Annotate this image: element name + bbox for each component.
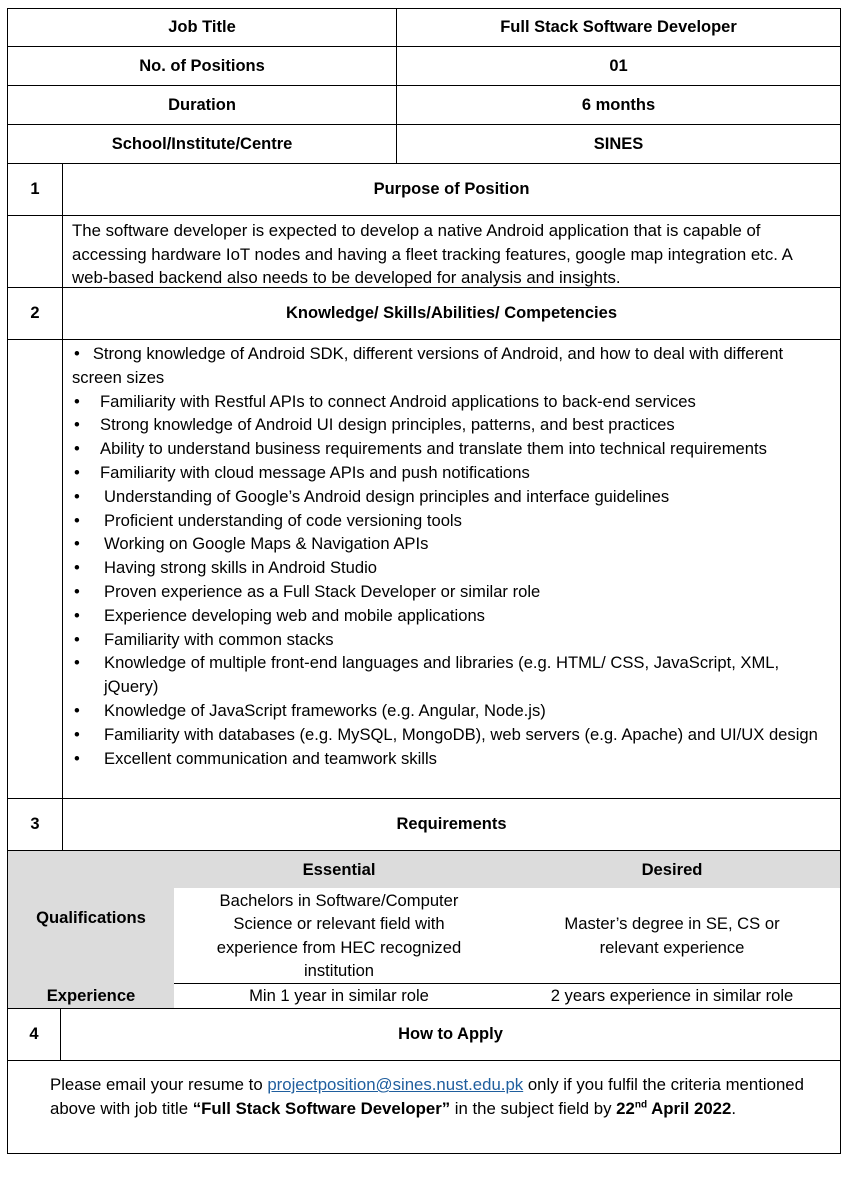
skills-heading-row	[7, 288, 841, 340]
skill-item	[72, 437, 830, 461]
skill-text: Working on Google Maps & Navigation APIs	[104, 534, 429, 554]
bullet-glyph: •	[74, 724, 80, 744]
skills-list	[72, 342, 830, 770]
skill-text: Knowledge of multiple front-end languages and libraries (e.g. HTML/ CSS, JavaScript, XML, jQuery)	[104, 653, 780, 697]
job-title-value: Full Stack Software Developer	[500, 18, 737, 36]
bullet-glyph: •	[74, 415, 80, 435]
bullet-glyph: •	[74, 558, 80, 578]
bullet-glyph: •	[74, 344, 80, 363]
apply-text-2: only if you fulfil the criteria mentioned above with job title	[50, 1075, 804, 1118]
bullet-glyph: •	[74, 391, 80, 411]
job-title-row	[7, 8, 841, 47]
skill-item	[72, 723, 830, 747]
skill-item	[72, 390, 830, 414]
skill-item	[72, 556, 830, 580]
skills-list-cell	[63, 340, 840, 798]
experience-essential: Min 1 year in similar role	[174, 984, 504, 1008]
purpose-body-row	[7, 216, 841, 288]
skill-text: Strong knowledge of Android UI design principles, patterns, and best practices	[100, 415, 675, 435]
skill-text: Having strong skills in Android Studio	[104, 558, 378, 578]
skill-text: Ability to understand business requirements and translate them into technical requirements	[100, 439, 767, 459]
skills-body-row	[7, 340, 841, 799]
qualifications-essential: Bachelors in Software/Computer Science or relevant field with experience from HEC recognized institution	[174, 888, 504, 984]
deadline-rest: April 2022	[647, 1099, 732, 1118]
skills-number-spacer	[8, 340, 63, 798]
deadline-suffix: nd	[634, 1099, 648, 1111]
skill-item	[72, 580, 830, 604]
deadline-day: 22	[616, 1099, 635, 1118]
duration-value: 6 months	[581, 95, 656, 114]
skill-item	[72, 342, 830, 390]
skill-text: Familiarity with cloud message APIs and push notifications	[100, 462, 530, 482]
bullet-glyph: •	[74, 581, 80, 601]
skills-title: Knowledge/ Skills/Abilities/ Competencies	[286, 304, 617, 322]
positions-value: 01	[609, 56, 628, 75]
bullet-glyph: •	[74, 462, 80, 482]
qualifications-desired: Master’s degree in SE, CS or relevant experience	[504, 888, 840, 984]
skill-text: Familiarity with Restful APIs to connect Android applications to back-end services	[100, 391, 696, 411]
requirements-heading-row	[7, 799, 841, 851]
bullet-glyph: •	[74, 510, 80, 530]
duration-row	[7, 86, 841, 125]
skill-item	[72, 747, 830, 771]
job-posting-document	[7, 8, 841, 1154]
experience-label: Experience	[46, 986, 136, 1006]
skill-item	[72, 532, 830, 556]
school-label: School/Institute/Centre	[8, 125, 397, 163]
purpose-number: 1	[8, 164, 63, 215]
skill-item	[72, 461, 830, 485]
bullet-glyph: •	[74, 629, 80, 649]
application-email-link[interactable]: projectposition@sines.nust.edu.pk	[267, 1075, 524, 1094]
purpose-heading-row	[7, 164, 841, 216]
bullet-glyph: •	[74, 653, 80, 673]
skill-item	[72, 509, 830, 533]
skill-item	[72, 699, 830, 723]
positions-label: No. of Positions	[8, 47, 397, 85]
duration-label: Duration	[8, 86, 397, 124]
skill-text: Proven experience as a Full Stack Developer or similar role	[104, 581, 541, 601]
apply-instructions	[8, 1061, 840, 1153]
purpose-text: The software developer is expected to develop a native Android application that is capable of accessing hardware IoT nodes and having a fleet tracking features, google map integration etc. A web-based backend also needs to be developed for analysis and insights.	[72, 221, 792, 287]
skill-text: Proficient understanding of code versioning tools	[104, 510, 462, 530]
requirements-title: Requirements	[396, 815, 507, 833]
apply-number: 4	[8, 1009, 61, 1060]
skill-item	[72, 651, 830, 699]
desired-column-header: Desired	[641, 859, 703, 879]
essential-column-header: Essential	[302, 859, 376, 879]
apply-job-title: “Full Stack Software Developer”	[192, 1099, 451, 1118]
skill-item	[72, 604, 830, 628]
apply-text-1: Please email your resume to	[50, 1075, 268, 1094]
apply-deadline	[616, 1099, 731, 1118]
school-value: SINES	[593, 134, 644, 153]
skill-text: Familiarity with common stacks	[104, 629, 334, 649]
apply-body-row	[7, 1061, 841, 1154]
skill-text: Familiarity with databases (e.g. MySQL, MongoDB), web servers (e.g. Apache) and UI/UX design	[104, 724, 818, 744]
purpose-number-spacer	[8, 216, 63, 287]
skill-text: Strong knowledge of Android SDK, different versions of Android, and how to deal with different screen sizes	[72, 344, 784, 387]
skill-item	[72, 628, 830, 652]
bullet-glyph: •	[74, 605, 80, 625]
bullet-glyph: •	[74, 748, 80, 768]
purpose-title: Purpose of Position	[373, 180, 530, 198]
bullet-glyph: •	[74, 534, 80, 554]
requirements-table	[7, 851, 841, 1009]
skill-text: Experience developing web and mobile applications	[104, 605, 485, 625]
qualifications-label: Qualifications	[36, 907, 146, 927]
bullet-glyph: •	[74, 486, 80, 506]
experience-desired: 2 years experience in similar role	[504, 984, 840, 1008]
skill-text: Knowledge of JavaScript frameworks (e.g. Angular, Node.js)	[104, 700, 546, 720]
skills-number: 2	[8, 288, 63, 339]
bullet-glyph: •	[74, 700, 80, 720]
skill-text: Understanding of Google’s Android design principles and interface guidelines	[104, 486, 670, 506]
apply-text-4: .	[731, 1099, 736, 1118]
apply-title: How to Apply	[398, 1025, 503, 1043]
apply-heading-row	[7, 1009, 841, 1061]
bullet-glyph: •	[74, 439, 80, 459]
positions-row	[7, 47, 841, 86]
school-row	[7, 125, 841, 164]
skill-item	[72, 485, 830, 509]
apply-text-3: in the subject field by	[450, 1099, 617, 1118]
skill-item	[72, 413, 830, 437]
skill-text: Excellent communication and teamwork skills	[104, 748, 437, 768]
requirements-number: 3	[8, 799, 63, 850]
job-title-label: Job Title	[8, 9, 397, 46]
